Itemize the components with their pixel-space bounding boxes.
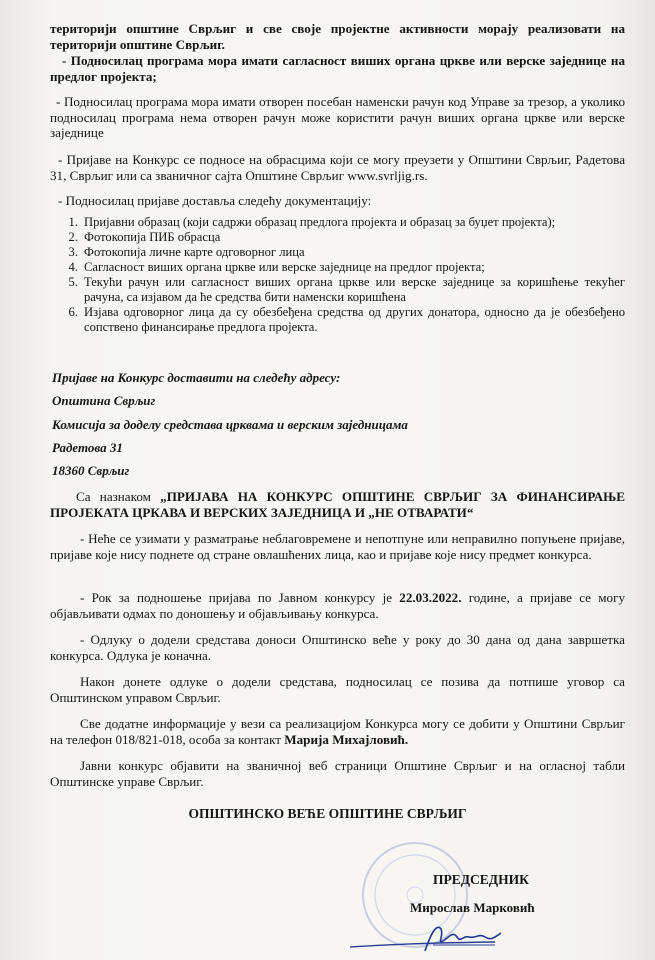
paragraph-publication: Јавни конкурс објавити на званичној веб страници Општине Сврљиг и на огласној табли Општинске управе Сврљиг. bbox=[50, 758, 625, 789]
list-item: 1. Пријавни образац (који садржи образац предлога пројекта и образац за буџет пројекта); bbox=[68, 215, 556, 229]
list-item: 2. Фотокопија ПИБ обрасца bbox=[68, 230, 221, 244]
president-title: ПРЕДСЕДНИК bbox=[433, 872, 529, 887]
council-title: ОПШТИНСКО ВЕЋЕ ОПШТИНЕ СВРЉИГ bbox=[188, 806, 467, 821]
list-item: 3. Фотокопија личне карте одговорног лица bbox=[68, 245, 305, 259]
envelope-label-prefix: Са назнаком bbox=[76, 489, 161, 504]
paragraph-decision: - Одлуку о додели средстава доноси Општинско веће у року до 30 дана од дана завршетка конкурса. Одлука је коначна. bbox=[50, 632, 625, 663]
deadline-date: 22.03.2022. bbox=[399, 590, 462, 605]
paragraph-rejections: - Неће се узимати у разматрање неблаговремене и непотпуне или неправилно попуњене пријаве, пријаве које нису поднете од стране овлашћених лица, као и пријаве које нису предмет конкурса. bbox=[50, 531, 625, 562]
deadline-before: - Рок за подношење пријава по Јавном конкурсу је bbox=[80, 590, 400, 605]
paragraph-deadline bbox=[50, 590, 625, 621]
address-line-2: Комисија за доделу средстава црквама и верским заједницама bbox=[52, 417, 408, 432]
address-line-4: 18360 Сврљиг bbox=[52, 463, 130, 478]
paragraph-forms: - Пријаве на Конкурс се подносе на обрасцима који се могу преузети у Општини Сврљиг, Радетова 31, Сврљиг или са званичног сајта Општине Сврљиг www.svrljig.rs. bbox=[50, 152, 625, 183]
list-item: 4. Сагласност виших органа цркве или верске заједнице на предлог пројекта; bbox=[68, 260, 485, 274]
envelope-label-text: „ПРИЈАВА НА КОНКУРС ОПШТИНЕ СВРЉИГ ЗА ФИНАНСИРАЊЕ ПРОЈЕКАТА ЦРКАВА И ВЕРСКИХ ЗАЈЕДНИЦА И „НЕ ОТВАРАТИ“ bbox=[50, 489, 625, 520]
deadline-after: године, а пријаве се могу објављивати одмах по доношењу и објављивању конкурса. bbox=[50, 590, 625, 621]
address-line-3: Радетова 31 bbox=[52, 440, 123, 455]
contact-person: Марија Михајловић. bbox=[284, 731, 409, 747]
paragraph-account: - Подносилац програма мора имати отворен посебан наменски рачун код Управе за трезор, а уколико подносилац програма нема отворен рачун може користити рачун виших органа цркве или верске заједнице bbox=[50, 94, 625, 140]
documents-list bbox=[50, 215, 625, 335]
paragraph-contact bbox=[50, 716, 625, 747]
paragraph-consent: - Подносилац програма мора имати сагласност виших органа цркве или верске заједнице на предлог пројекта; bbox=[50, 53, 625, 84]
list-item: 6. Изјава одговорног лица да су обезбеђена средства од других донатора, односно да је обезбеђено сопствено финансирање предлога пројекта. bbox=[68, 305, 625, 334]
address-line-1: Општина Сврљиг bbox=[52, 393, 156, 408]
paragraph-documents-intro: - Подносилац пријаве доставља следећу документацију: bbox=[58, 193, 372, 208]
envelope-label bbox=[50, 489, 625, 520]
president-name: Мирослав Марковић bbox=[410, 900, 535, 915]
signature bbox=[345, 915, 505, 957]
paragraph-contract: Након донете одлуке о додели средстава, подносилац се позива да потпише уговор са Општинском управом Сврљиг. bbox=[50, 674, 625, 705]
address-intro: Пријаве на Конкурс доставити на следећу адресу: bbox=[52, 370, 341, 385]
contact-text: Све додатне информације у вези са реализацијом Конкурса могу се добити у Општини Сврљиг на телефон 018/821-018, особа за контакт bbox=[50, 716, 625, 747]
paragraph-territory: територији општине Сврљиг и све своје пројектне активности морају реализовати на територији општине Сврљиг. bbox=[50, 21, 625, 52]
list-item: 5. Текући рачун или сагласност виших органа цркве или верске заједнице за коришћење текућег рачуна, са изјавом да ће средства бити наменски коришћена bbox=[68, 275, 625, 304]
